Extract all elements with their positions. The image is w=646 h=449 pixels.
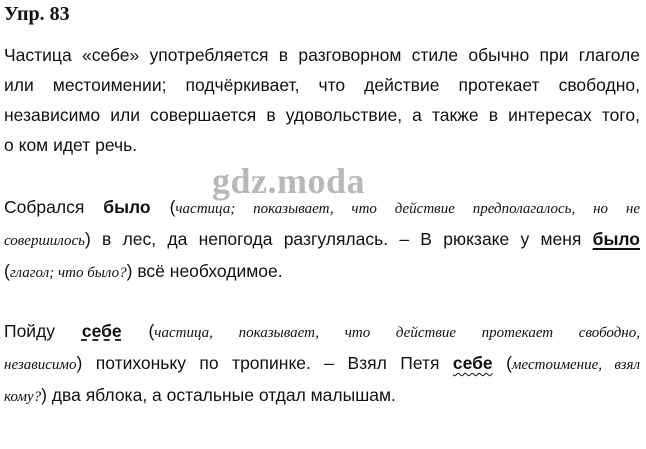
example-1-text: ) в лес, да непогода разгулялась. – В рюкзаке у меня xyxy=(84,229,593,249)
intro-line-1: Частица «себе» употребляется в разговорном стиле обычно при глаголе xyxy=(4,45,640,65)
example-1-verb: было xyxy=(592,229,640,249)
example-1-end: ) всё необходимое. xyxy=(126,261,283,281)
example-1-note-cont: совершилось xyxy=(4,233,85,249)
intro-paragraph xyxy=(4,40,640,160)
intro-line-3: независимо или совершается в удовольствие, а также в интересах того, xyxy=(4,105,640,125)
example-2-line-1: Пойду себе (частица, показывает, что действие протекает свободно, xyxy=(4,321,640,341)
example-2-line-2: независимо) потихоньку по тропинке. – Взял Петя себе (местоимение, взял xyxy=(4,353,641,373)
example-2-note-cont: независимо xyxy=(4,357,77,373)
intro-line-2: или местоимении; подчёркивает, что действие протекает свободно, xyxy=(4,75,640,95)
example-2-end: ) два яблока, а остальные отдал малышам. xyxy=(41,385,396,405)
exercise-title: Упр. 83 xyxy=(4,3,70,25)
example-1-line-3: (глагол; что было?) всё необходимое. xyxy=(4,261,283,281)
example-2-note: частица, показывает, что действие протекает свободно, xyxy=(154,325,640,341)
example-2-paragraph xyxy=(4,316,640,412)
example-2-note-2-start: местоимение, взял xyxy=(511,357,641,373)
example-2-particle: себе xyxy=(81,321,122,341)
example-1-particle: было xyxy=(103,197,151,217)
example-1-line-1: Собрался было (частица; показывает, что действие предполагалось, но не xyxy=(4,197,640,217)
example-1-paragraph xyxy=(4,192,640,288)
example-1-line-2 xyxy=(4,224,640,256)
example-2-pronoun: себе xyxy=(452,353,493,373)
example-2-note-2-end: кому? xyxy=(4,389,42,405)
intro-line-4: о ком идет речь. xyxy=(4,135,138,155)
example-2-line-3 xyxy=(4,380,640,412)
example-1-note-2: глагол; что было? xyxy=(9,265,127,281)
example-2-verb: Пойду xyxy=(4,321,56,341)
example-1-note: частица; показывает, что действие предполагалось, но не xyxy=(175,201,640,217)
watermark-logo: gdz.moda xyxy=(212,161,366,201)
example-1-start: Собрался xyxy=(4,197,85,217)
example-2-text: ) потихоньку по тропинке. – Взял Петя xyxy=(76,353,453,373)
